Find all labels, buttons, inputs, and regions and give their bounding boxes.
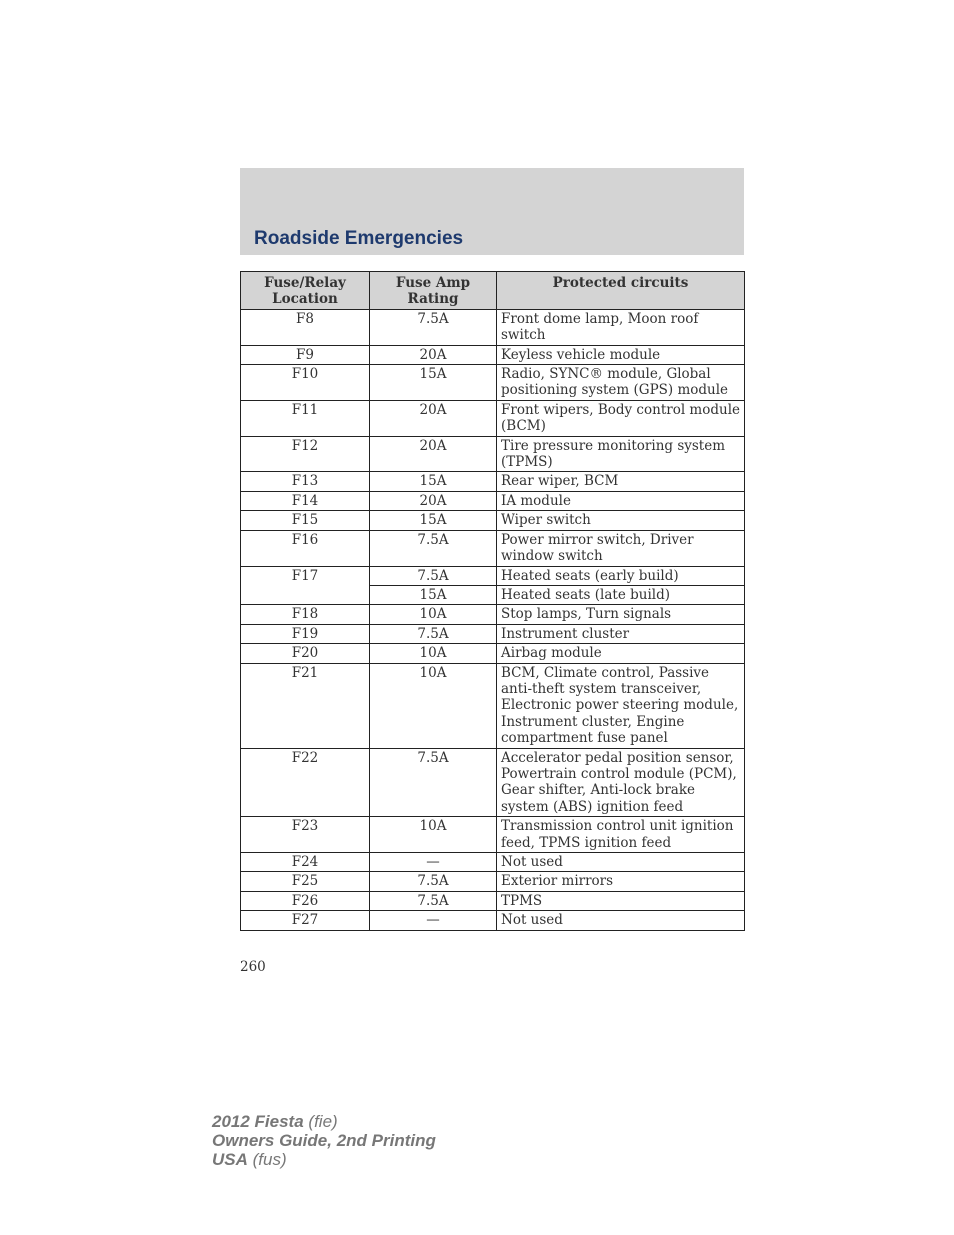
protected-circuits: Front wipers, Body control module (BCM) — [497, 400, 745, 436]
fuse-location: F21 — [241, 663, 370, 748]
fuse-table — [240, 271, 745, 931]
table-row — [241, 817, 745, 853]
section-title: Roadside Emergencies — [254, 228, 464, 249]
table-row — [241, 472, 745, 491]
fuse-location: F25 — [241, 872, 370, 891]
column-header-amp-line1: Fuse Amp — [395, 275, 471, 291]
fuse-amp-rating: 15A — [370, 585, 497, 604]
fuse-amp-rating: 20A — [370, 345, 497, 364]
fuse-location: F14 — [241, 491, 370, 510]
protected-circuits: Power mirror switch, Driver window switch — [497, 530, 745, 566]
fuse-amp-rating: — — [370, 911, 497, 930]
column-header-location-line1: Fuse/Relay — [264, 275, 346, 291]
fuse-amp-rating: 10A — [370, 605, 497, 624]
table-row — [241, 365, 745, 401]
protected-circuits: Accelerator pedal position sensor, Powertrain control module (PCM), Gear shifter, Anti-lock brake system (ABS) ignition feed — [497, 748, 745, 817]
protected-circuits: IA module — [497, 491, 745, 510]
protected-circuits: Stop lamps, Turn signals — [497, 605, 745, 624]
document-footer — [212, 1112, 436, 1169]
fuse-amp-rating: 7.5A — [370, 566, 497, 585]
protected-circuits: Front dome lamp, Moon roof switch — [497, 309, 745, 345]
fuse-amp-rating: 20A — [370, 400, 497, 436]
protected-circuits: Heated seats (early build) — [497, 566, 745, 585]
protected-circuits: Transmission control unit ignition feed, TPMS ignition feed — [497, 817, 745, 853]
footer-model-code: (fie) — [308, 1112, 338, 1131]
fuse-amp-rating: 7.5A — [370, 748, 497, 817]
table-row — [241, 491, 745, 510]
fuse-location: F19 — [241, 624, 370, 643]
footer-line-market — [212, 1150, 436, 1169]
column-header-location — [241, 272, 370, 310]
section-header-band — [240, 168, 744, 255]
column-header-location-line2: Location — [272, 291, 338, 308]
table-row — [241, 853, 745, 872]
fuse-location: F12 — [241, 436, 370, 472]
fuse-amp-rating: 20A — [370, 491, 497, 510]
protected-circuits: Heated seats (late build) — [497, 585, 745, 604]
footer-guide-edition: Owners Guide, 2nd Printing — [212, 1131, 436, 1150]
footer-market: USA — [212, 1150, 248, 1169]
table-row — [241, 530, 745, 566]
fuse-amp-rating: 7.5A — [370, 872, 497, 891]
footer-market-code: (fus) — [252, 1150, 287, 1169]
fuse-amp-rating: 7.5A — [370, 309, 497, 345]
fuse-amp-rating: 20A — [370, 436, 497, 472]
fuse-amp-rating: 10A — [370, 644, 497, 663]
column-header-circuits: Protected circuits — [497, 272, 745, 310]
fuse-location: F23 — [241, 817, 370, 853]
fuse-location: F20 — [241, 644, 370, 663]
table-row — [241, 345, 745, 364]
table-row — [241, 911, 745, 930]
fuse-amp-rating: 15A — [370, 511, 497, 530]
fuse-location: F13 — [241, 472, 370, 491]
fuse-location: F15 — [241, 511, 370, 530]
fuse-amp-rating: 10A — [370, 817, 497, 853]
table-row — [241, 605, 745, 624]
fuse-location: F27 — [241, 911, 370, 930]
table-row — [241, 891, 745, 910]
protected-circuits: Exterior mirrors — [497, 872, 745, 891]
protected-circuits: Radio, SYNC® module, Global positioning system (GPS) module — [497, 365, 745, 401]
fuse-amp-rating: 10A — [370, 663, 497, 748]
protected-circuits: Airbag module — [497, 644, 745, 663]
table-row — [241, 309, 745, 345]
protected-circuits: Rear wiper, BCM — [497, 472, 745, 491]
fuse-amp-rating: 7.5A — [370, 891, 497, 910]
protected-circuits: Keyless vehicle module — [497, 345, 745, 364]
protected-circuits: Not used — [497, 853, 745, 872]
fuse-location: F26 — [241, 891, 370, 910]
footer-line-model — [212, 1112, 436, 1131]
page-number: 260 — [240, 959, 266, 975]
protected-circuits: BCM, Climate control, Passive anti-theft system transceiver, Electronic power steering module, Instrument cluster, Engine compartment fuse panel — [497, 663, 745, 748]
footer-model: 2012 Fiesta — [212, 1112, 304, 1131]
fuse-amp-rating: 15A — [370, 365, 497, 401]
table-row — [241, 400, 745, 436]
table-row — [241, 566, 745, 585]
table-row — [241, 748, 745, 817]
protected-circuits: Wiper switch — [497, 511, 745, 530]
column-header-amp-line2: Rating — [407, 291, 459, 308]
table-row — [241, 436, 745, 472]
protected-circuits: Instrument cluster — [497, 624, 745, 643]
fuse-location: F22 — [241, 748, 370, 817]
protected-circuits: Not used — [497, 911, 745, 930]
fuse-location: F24 — [241, 853, 370, 872]
fuse-location: F9 — [241, 345, 370, 364]
fuse-amp-rating: 7.5A — [370, 624, 497, 643]
table-row — [241, 644, 745, 663]
fuse-amp-rating: 15A — [370, 472, 497, 491]
fuse-location: F10 — [241, 365, 370, 401]
fuse-location: F17 — [241, 566, 370, 605]
fuse-location: F16 — [241, 530, 370, 566]
table-row — [241, 511, 745, 530]
table-row — [241, 872, 745, 891]
protected-circuits: TPMS — [497, 891, 745, 910]
fuse-location: F11 — [241, 400, 370, 436]
fuse-location: F8 — [241, 309, 370, 345]
fuse-location: F18 — [241, 605, 370, 624]
column-header-amp — [370, 272, 497, 310]
table-row — [241, 663, 745, 748]
protected-circuits: Tire pressure monitoring system (TPMS) — [497, 436, 745, 472]
table-header-row — [241, 272, 745, 310]
fuse-amp-rating: — — [370, 853, 497, 872]
table-row — [241, 624, 745, 643]
fuse-amp-rating: 7.5A — [370, 530, 497, 566]
